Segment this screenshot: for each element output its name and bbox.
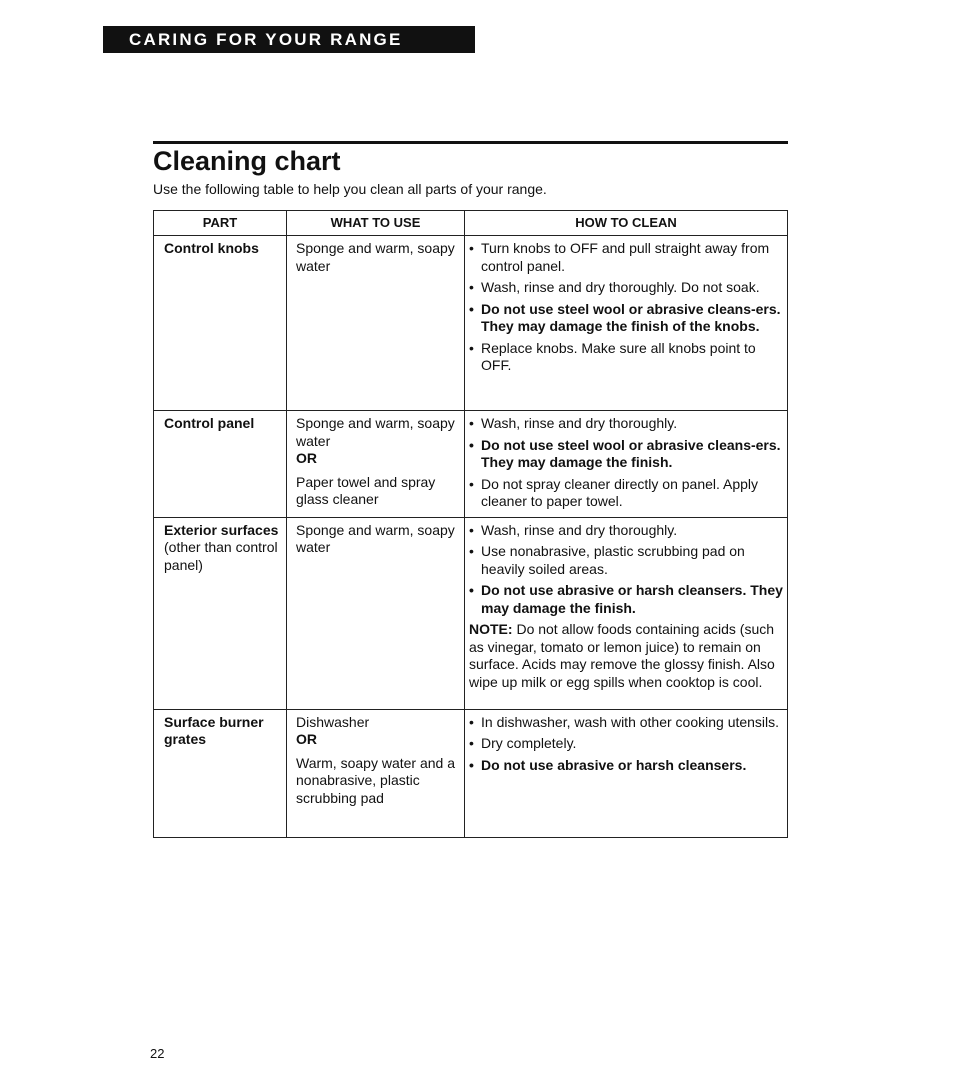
how-to-clean-cell — [465, 709, 788, 837]
use-text: Sponge and warm, soapy water — [296, 415, 455, 449]
what-to-use-cell — [287, 517, 465, 709]
or-label: OR — [296, 450, 317, 466]
part-cell: Control panel — [154, 411, 287, 518]
tip-item: • Wash, rinse and dry thoroughly. — [469, 415, 678, 431]
intro-text: Use the following table to help you clean all parts of your range. — [153, 181, 547, 197]
table-row — [154, 709, 788, 837]
what-to-use-cell — [287, 709, 465, 837]
warning-item: • Do not use abrasive or harsh cleansers. They may damage the finish. — [469, 582, 783, 616]
column-header-what-to-use: WHAT TO USE — [287, 211, 465, 236]
how-to-clean-cell — [465, 411, 788, 518]
table-row — [154, 236, 788, 411]
tip-item: • In dishwasher, wash with other cooking utensils. — [469, 713, 780, 730]
note-label: NOTE: — [469, 621, 513, 637]
how-to-clean-cell — [465, 517, 788, 709]
tip-item: • Do not spray cleaner directly on panel. Apply cleaner to paper towel. — [469, 475, 759, 509]
cleaning-table — [153, 210, 788, 838]
part-qualifier: (other than control panel) — [164, 539, 278, 573]
part-name: Exterior surfaces — [164, 521, 279, 538]
use-text: Dishwasher — [296, 713, 370, 730]
section-banner: CARING FOR YOUR RANGE — [103, 26, 475, 53]
table-row — [154, 411, 788, 518]
tip-item: • Wash, rinse and dry thoroughly. — [469, 521, 678, 538]
tip-item: • Wash, rinse and dry thoroughly. Do not soak. — [469, 279, 760, 295]
or-label: OR — [296, 731, 317, 747]
use-text: Sponge and warm, soapy water — [296, 240, 455, 274]
page-number: 22 — [150, 1046, 165, 1061]
how-to-clean-cell — [465, 236, 788, 411]
what-to-use-cell — [287, 236, 465, 411]
what-to-use-cell — [287, 411, 465, 518]
tip-item: • Use nonabrasive, plastic scrubbing pad on heavily soiled areas. — [469, 543, 745, 577]
part-cell: Control knobs — [154, 236, 287, 411]
tip-item: • Turn knobs to OFF and pull straight away from control panel. — [469, 240, 770, 274]
part-cell — [154, 517, 287, 709]
column-header-part: PART — [154, 211, 287, 236]
warning-item: • Do not use abrasive or harsh cleansers. — [469, 756, 747, 773]
table-header-row — [154, 211, 788, 236]
warning-item: • Do not use steel wool or abrasive cleans-ers. They may damage the finish of the knobs. — [469, 300, 781, 334]
use-text: Sponge and warm, soapy water — [296, 521, 455, 555]
warning-item: • Do not use steel wool or abrasive cleans-ers. They may damage the finish. — [469, 436, 781, 470]
table-row — [154, 517, 788, 709]
column-header-how-to-clean: HOW TO CLEAN — [465, 211, 788, 236]
use-text: Warm, soapy water and a nonabrasive, plastic scrubbing pad — [296, 754, 455, 806]
note-text: NOTE: Do not allow foods containing acids (such as vinegar, tomato or lemon juice) to remain on surface. Acids may remove the glossy finish. Also wipe up milk or egg spills when cooktop is cool. — [469, 621, 775, 690]
page-title: Cleaning chart — [153, 146, 341, 176]
tip-item: • Dry completely. — [469, 735, 577, 751]
use-text: Paper towel and spray glass cleaner — [296, 473, 436, 507]
part-cell: Surface burner grates — [154, 709, 287, 837]
tip-item: • Replace knobs. Make sure all knobs point to OFF. — [469, 339, 756, 373]
